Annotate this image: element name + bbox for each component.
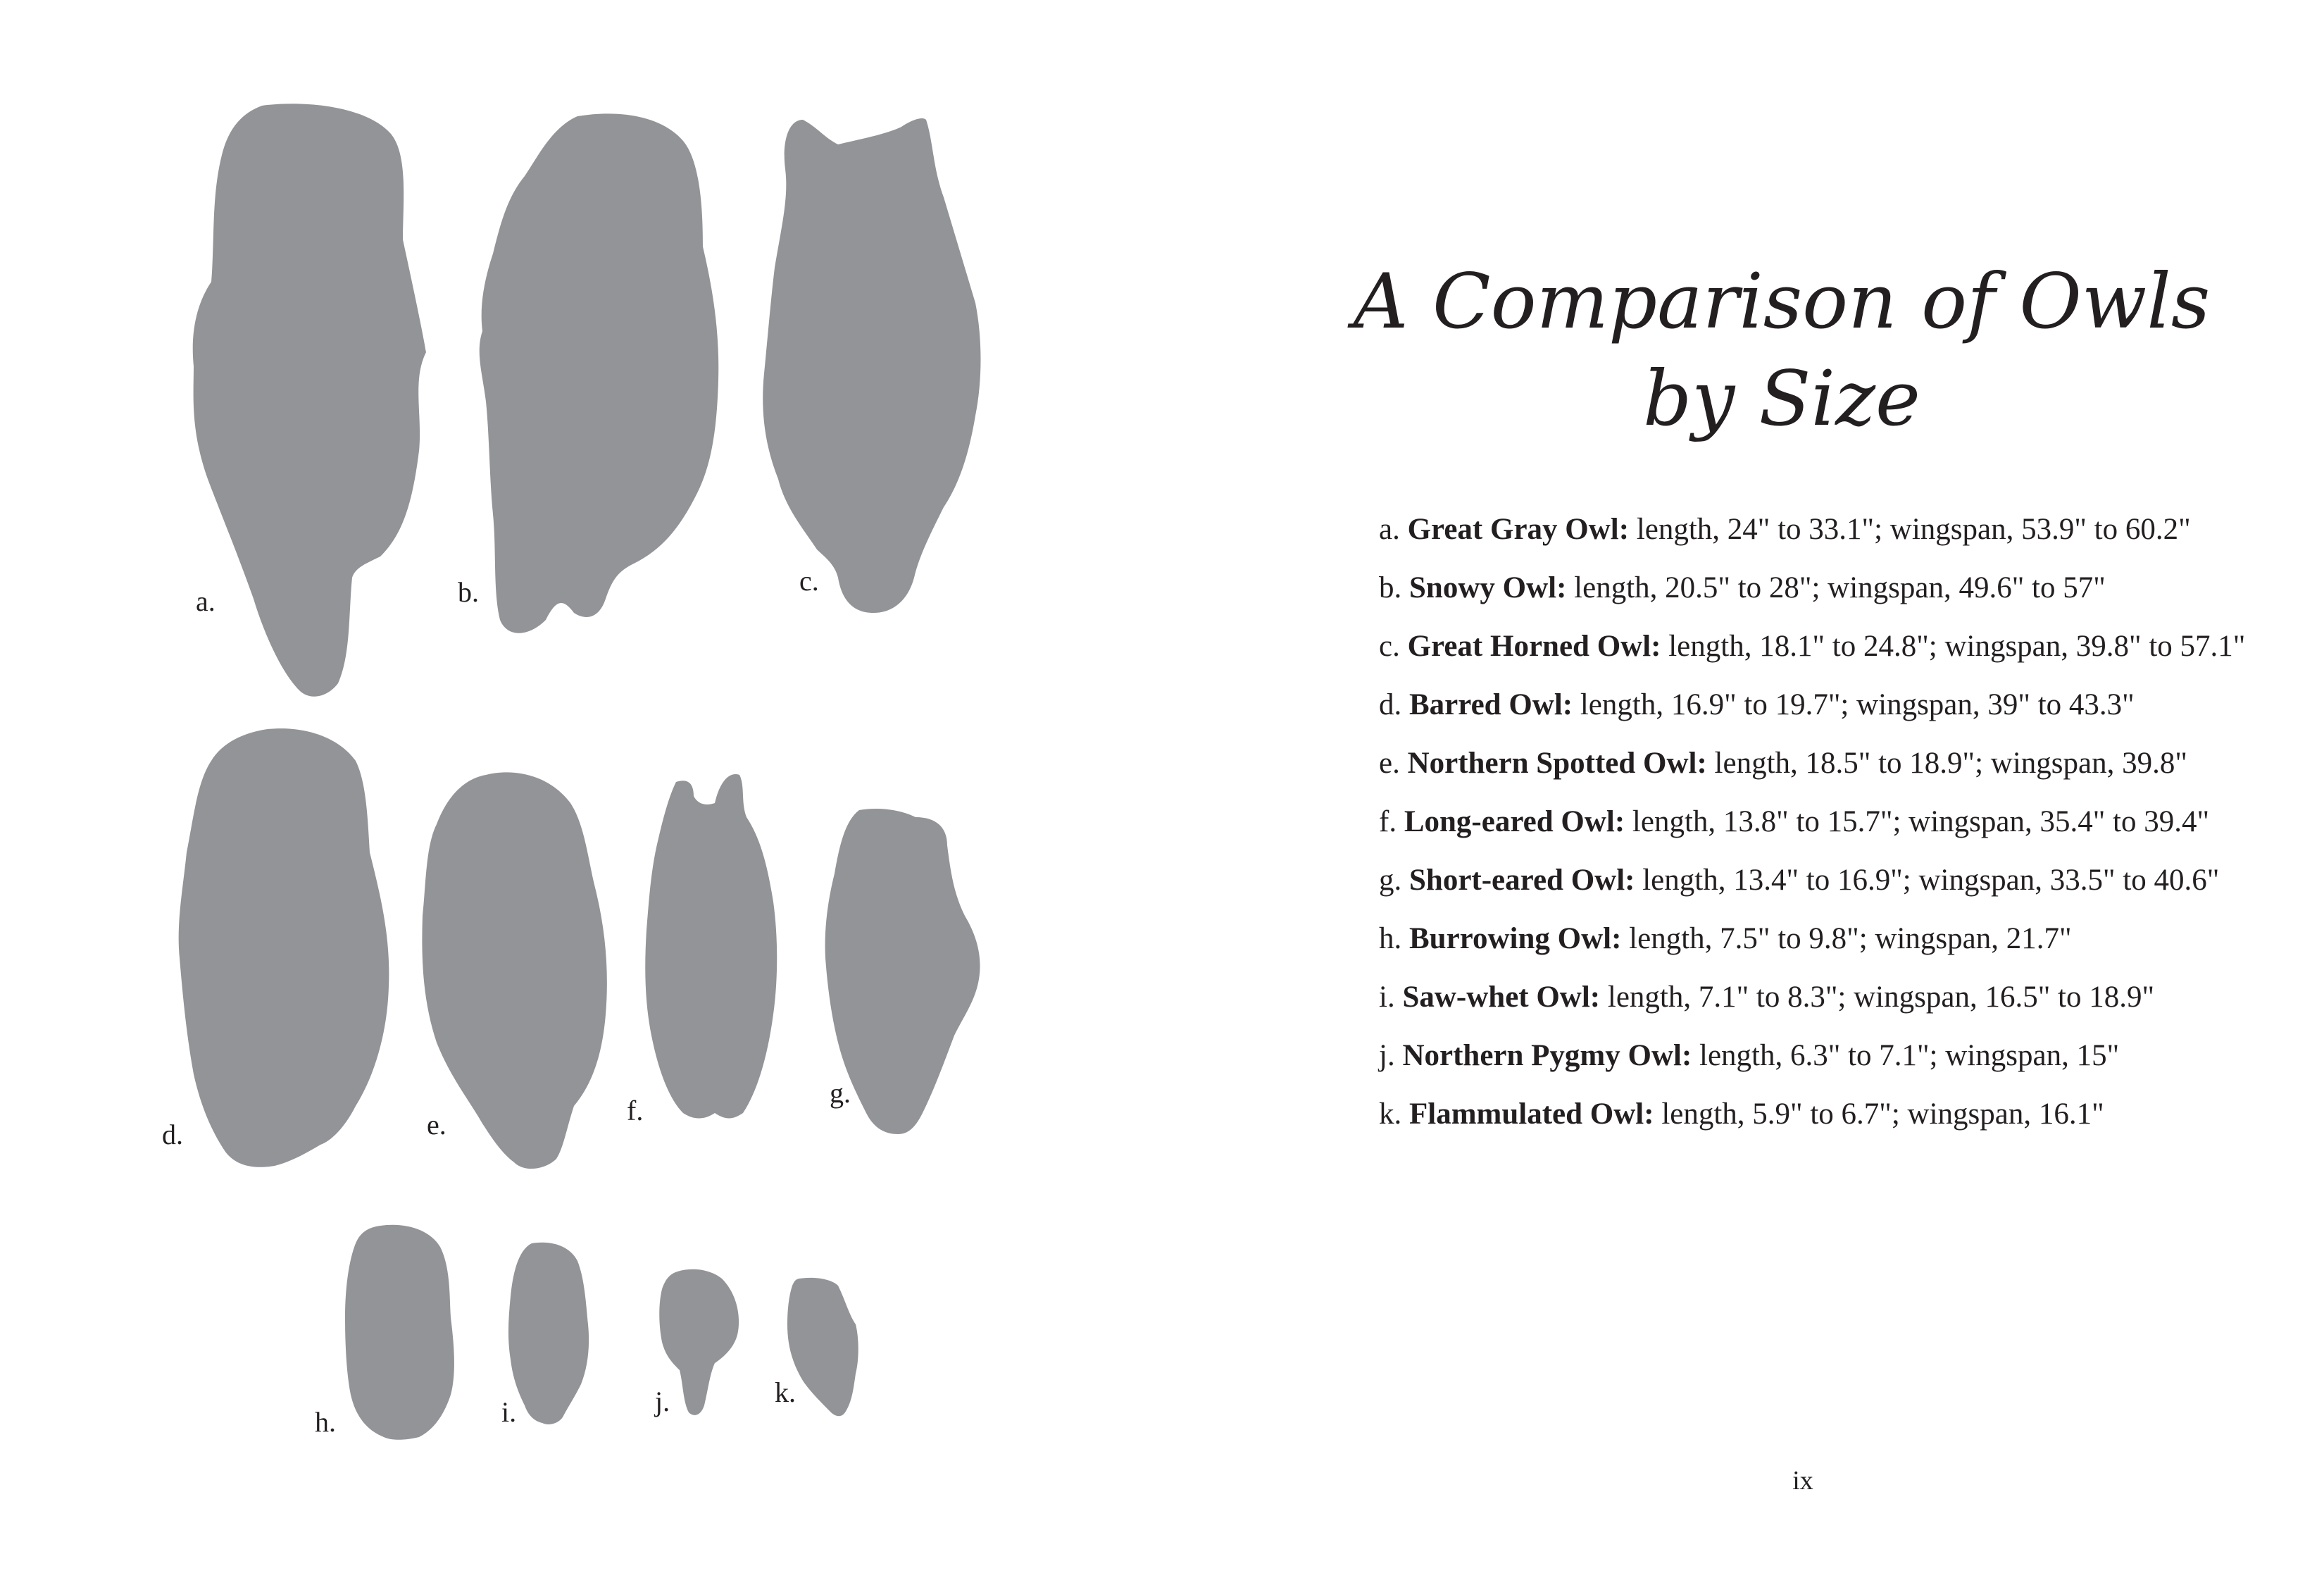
owl-details: length, 16.9" to 19.7"; wingspan, 39" to 43.3": [1573, 688, 2135, 721]
owl-label-h: h.: [315, 1406, 336, 1438]
owl-details: length, 18.1" to 24.8"; wingspan, 39.8" to 57.1": [1661, 630, 2246, 663]
page-title-line-2: by Size: [1643, 355, 1920, 443]
owl-details: length, 7.5" to 9.8"; wingspan, 21.7": [1621, 922, 2072, 955]
owl-details: length, 18.5" to 18.9"; wingspan, 39.8": [1706, 747, 2187, 780]
owl-details: length, 6.3" to 7.1"; wingspan, 15": [1692, 1039, 2120, 1072]
owl-silhouette-e: [422, 772, 606, 1169]
owl-silhouette-h: [345, 1225, 454, 1440]
owl-size-list: [1379, 507, 2280, 1150]
item-letter: h.: [1379, 922, 1402, 955]
item-letter: b.: [1379, 571, 1402, 604]
list-item: [1379, 683, 2280, 728]
owl-details: length, 13.4" to 16.9"; wingspan, 33.5" to 40.6": [1635, 864, 2220, 897]
item-letter: k.: [1379, 1098, 1402, 1131]
item-letter: c.: [1379, 630, 1400, 663]
owl-silhouette-j: [659, 1269, 739, 1415]
owl-details: length, 5.9" to 6.7"; wingspan, 16.1": [1654, 1098, 2104, 1131]
item-letter: i.: [1379, 981, 1395, 1014]
item-letter: e.: [1379, 747, 1400, 780]
list-item: [1379, 1092, 2280, 1137]
owl-label-e: e.: [427, 1109, 446, 1140]
owl-silhouette-i: [508, 1243, 589, 1424]
list-item: [1379, 800, 2280, 845]
owl-details: length, 20.5" to 28"; wingspan, 49.6" to 57": [1566, 571, 2106, 604]
owl-name: Snowy Owl:: [1409, 571, 1567, 604]
owl-details: length, 7.1" to 8.3"; wingspan, 16.5" to 18.9": [1600, 981, 2154, 1014]
list-item: [1379, 916, 2280, 962]
list-item: [1379, 507, 2280, 552]
list-item: [1379, 858, 2280, 903]
owl-label-i: i.: [501, 1396, 517, 1428]
owl-name: Saw-whet Owl:: [1402, 981, 1601, 1014]
owl-silhouette-d: [179, 728, 389, 1167]
page-title-line-1: A Comparison of Owls: [1353, 258, 2211, 346]
list-item: [1379, 624, 2280, 669]
owl-details: length, 24" to 33.1"; wingspan, 53.9" to 60.2": [1629, 513, 2191, 546]
owl-label-g: g.: [830, 1077, 851, 1109]
owl-silhouette-c: [763, 118, 980, 613]
owl-name: Northern Pygmy Owl:: [1402, 1039, 1692, 1072]
owl-silhouette-f: [645, 774, 777, 1118]
owl-label-d: d.: [162, 1119, 183, 1150]
item-letter: a.: [1379, 513, 1400, 546]
list-item: [1379, 566, 2280, 611]
page-title: [1254, 254, 2310, 448]
list-item: [1379, 975, 2280, 1020]
item-letter: j.: [1379, 1039, 1395, 1072]
owl-name: Burrowing Owl:: [1409, 922, 1622, 955]
owl-silhouette-b: [480, 113, 719, 633]
owl-name: Long-eared Owl:: [1404, 805, 1625, 838]
page-number: ix: [1792, 1466, 1813, 1496]
owl-label-c: c.: [799, 565, 819, 597]
owl-details: length, 13.8" to 15.7"; wingspan, 35.4" to 39.4": [1625, 805, 2210, 838]
item-letter: d.: [1379, 688, 1402, 721]
owl-name: Short-eared Owl:: [1409, 864, 1635, 897]
item-letter: g.: [1379, 864, 1402, 897]
owl-name: Great Gray Owl:: [1407, 513, 1630, 546]
owl-name: Northern Spotted Owl:: [1407, 747, 1707, 780]
owl-name: Great Horned Owl:: [1407, 630, 1661, 663]
owl-name: Barred Owl:: [1409, 688, 1573, 721]
owl-silhouette-k: [787, 1278, 858, 1416]
list-item: [1379, 741, 2280, 786]
owl-label-k: k.: [775, 1376, 796, 1408]
owl-label-b: b.: [458, 576, 479, 608]
owl-silhouette-a: [193, 104, 426, 697]
item-letter: f.: [1379, 805, 1397, 838]
list-item: [1379, 1033, 2280, 1079]
owl-label-a: a.: [196, 585, 215, 617]
owl-label-f: f.: [627, 1095, 644, 1126]
owl-name: Flammulated Owl:: [1409, 1098, 1654, 1131]
owl-label-j: j.: [655, 1386, 670, 1417]
